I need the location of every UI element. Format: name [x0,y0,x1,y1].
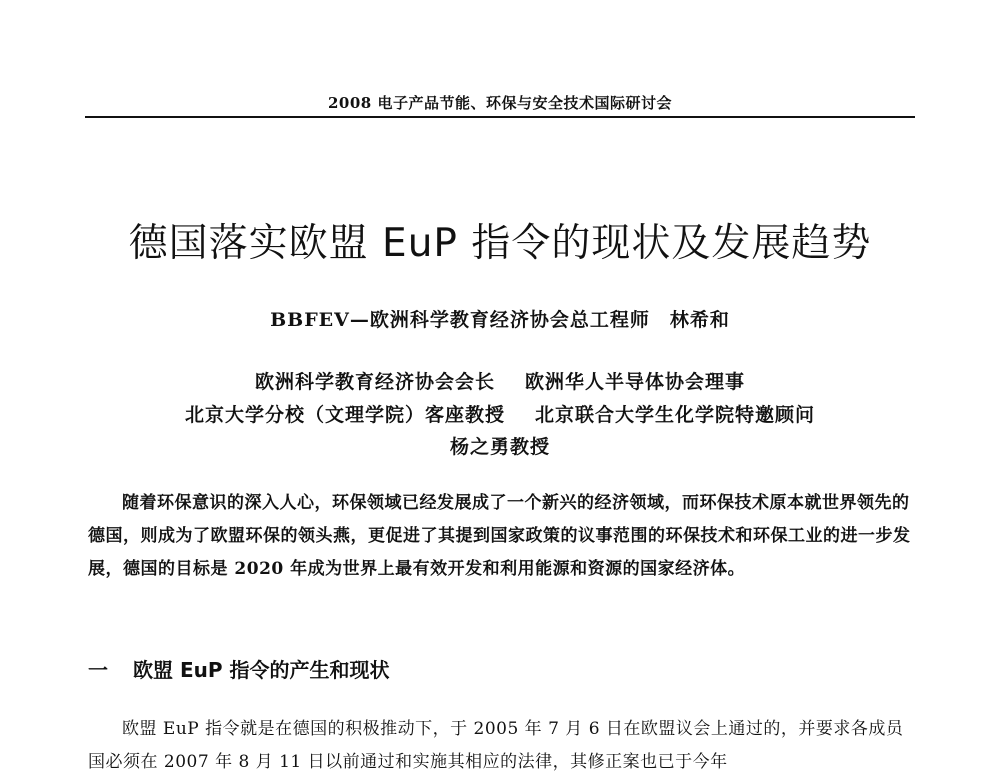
section-number: 一 [88,658,108,682]
affiliation-board-member: 欧洲华人半导体协会理事 [525,371,746,393]
affiliation-advisor: 北京联合大学生化学院特邀顾问 [535,404,816,426]
affiliation-guest-professor: 北京大学分校（文理学院）客座教授 [184,404,505,426]
author-line-3 [80,400,920,427]
affiliation-president: 欧洲科学教育经济协会会长 [254,371,495,393]
paper-title: 德国落实欧盟 EuP 指令的现状及发展趋势 [128,221,872,266]
section-title: 欧盟 EuP 指令的产生和现状 [133,658,390,682]
section-heading [88,654,389,683]
author-line-2 [80,367,920,394]
author-name: 杨之勇教授 [449,436,550,458]
abstract-paragraph: 随着环保意识的深入人心，环保领域已经发展成了一个新兴的经济领域，而环保技术原本就世界领先的德国，则成为了欧盟环保的领头燕，更促进了其提到国家政策的议事范围的环保技术和环保工业的进一步发展，德国的目标是 2020 年成为世界上最有效开发和利用能源和资源的国家经济体。 [88,493,911,579]
header-rule [85,116,915,118]
running-header: 2008 电子产品节能、环保与安全技术国际研讨会 [328,94,672,112]
body-paragraph: 欧盟 EuP 指令就是在德国的积极推动下，于 2005 年 7 月 6 日在欧盟议会上通过的，并要求各成员国必须在 2007 年 8 月 11 日以前通过和实施其相应的法律，其修正案也已于今年 [88,719,904,772]
author-line-1: BBFEV—欧洲科学教育经济协会总工程师 林希和 [270,309,730,331]
